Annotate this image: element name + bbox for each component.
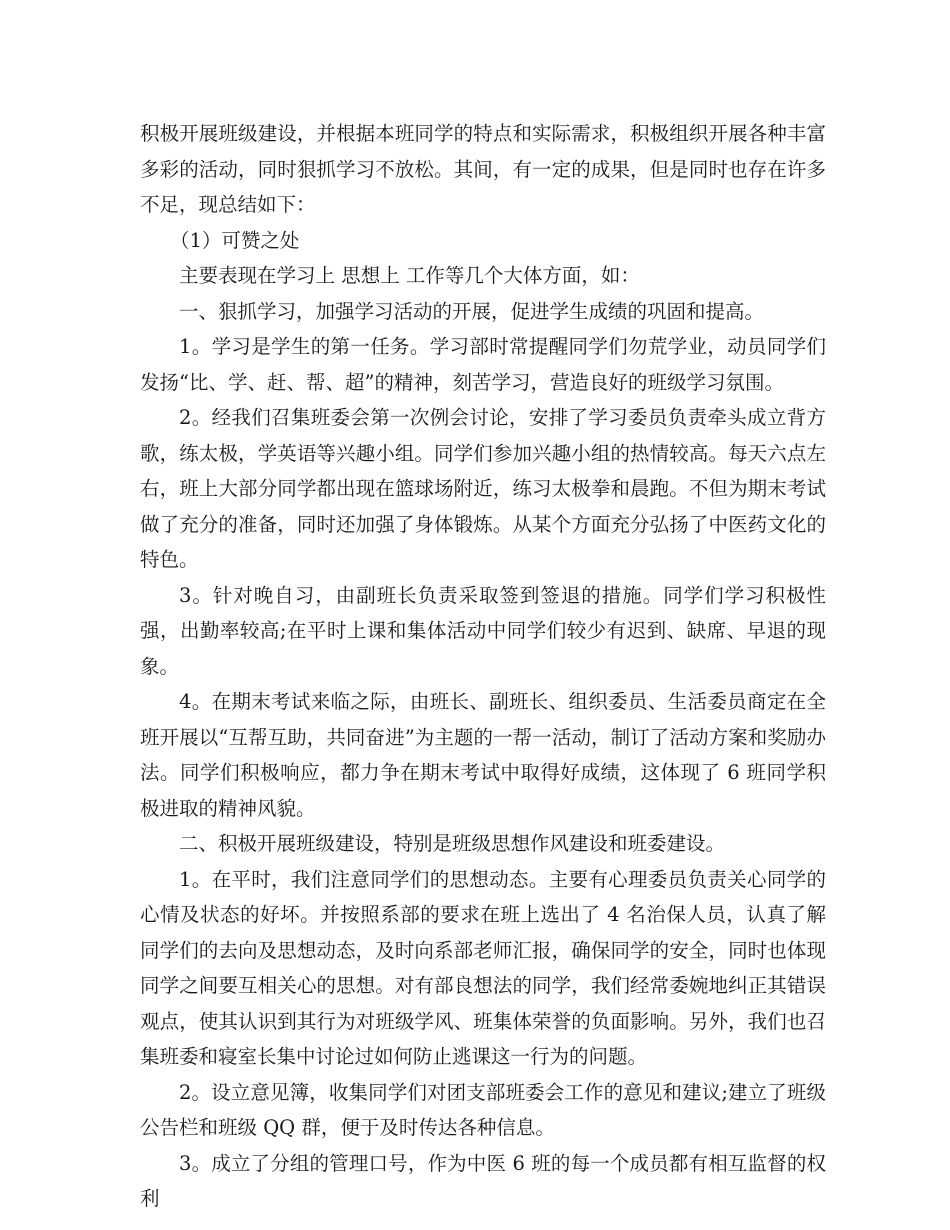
section-heading-class-building: 二、积极开展班级建设，特别是班级思想作风建设和班委建设。 (179, 832, 726, 855)
list-item-building-1: 1。在平时，我们注意同学们的思想动态。主要有心理委员负责关心同学的心情及状态的好坏。并按照系部的要求在班上选出了 4 名治保人员，认真了解同学们的去向及思想动态，及时向系部老师汇报，确保同学的安全，同时也体现同学之间要互相关心的思想。对有部良想法的同学，我们经常委婉地纠正其错误观点，使其认识到其行为对班级学风、班集体荣誉的负面影响。另外，我们也召集班委和寝室长集中讨论过如何防止逃课这一行为的问题。 (140, 867, 826, 1068)
list-item-study-4: 4。在期末考试来临之际，由班长、副班长、组织委员、生活委员商定在全班开展以“互帮互助，共同奋进”为主题的一帮一活动，制订了活动方案和奖励办法。同学们积极响应，都力争在期末考试中取得好成绩，这体现了 6 班同学积极进取的精神风貌。 (140, 690, 826, 820)
document-body (140, 116, 826, 1217)
section-heading-merits: （1）可赞之处 (170, 228, 300, 252)
list-item-building-2: 2。设立意见簿，收集同学们对团支部班委会工作的意见和建议;建立了班级公告栏和班级 QQ 群，便于及时传达各种信息。 (140, 1080, 826, 1139)
paragraph-intro-continuation: 积极开展班级建设，并根据本班同学的特点和实际需求，积极组织开展各种丰富多彩的活动，同时狠抓学习不放松。其间，有一定的成果，但是同时也存在许多不足，现总结如下： (140, 122, 826, 216)
section-heading-study: 一、狠抓学习，加强学习活动的开展，促进学生成绩的巩固和提高。 (179, 299, 765, 323)
list-item-study-2: 2。经我们召集班委会第一次例会讨论，安排了学习委员负责牵头成立背方歌，练太极，学英语等兴趣小组。同学们参加兴趣小组的热情较高。每天六点左右，班上大部分同学都出现在篮球场附近，练习太极拳和晨跑。不但为期末考试做了充分的准备，同时还加强了身体锻炼。从某个方面充分弘扬了中医药文化的特色。 (140, 406, 826, 571)
paragraph-overview: 主要表现在学习上 思想上 工作等几个大体方面，如： (179, 264, 640, 287)
list-item-building-3: 3。成立了分组的管理口号，作为中医 6 班的每一个成员都有相互监督的权利 (140, 1151, 826, 1210)
list-item-study-1: 1。学习是学生的第一任务。学习部时常提醒同学们勿荒学业，动员同学们发扬“比、学、赶、帮、超”的精神，刻苦学习，营造良好的班级学习氛围。 (140, 335, 826, 394)
list-item-study-3: 3。针对晚自习，由副班长负责采取签到签退的措施。同学们学习积极性强，出勤率较高;在平时上课和集体活动中同学们较少有迟到、缺席、早退的现象。 (140, 583, 826, 678)
